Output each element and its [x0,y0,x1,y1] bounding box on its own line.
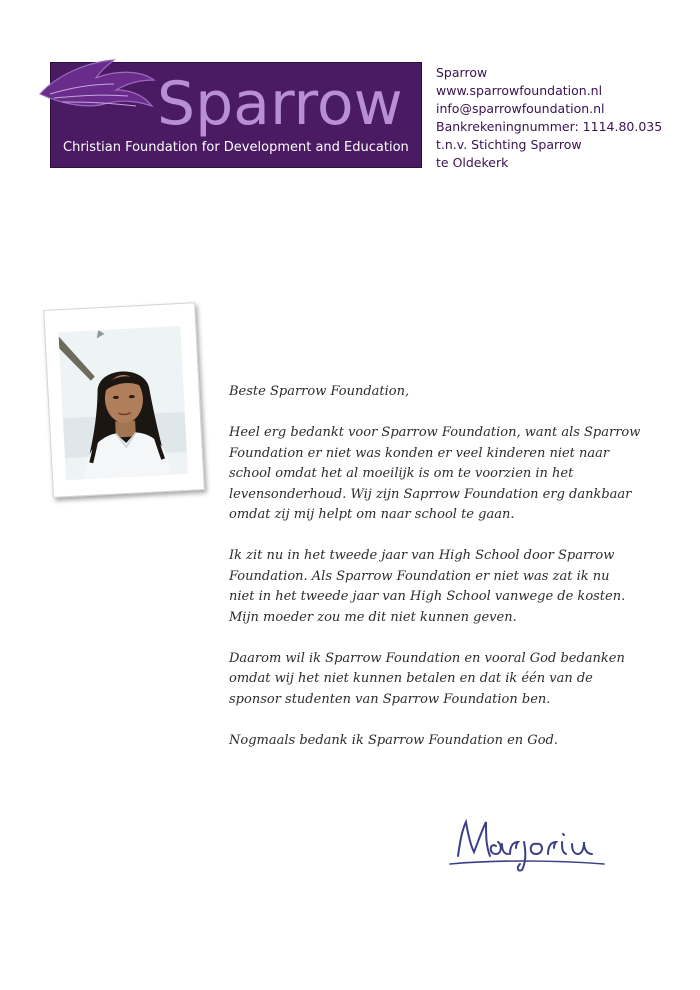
brand-tagline: Christian Foundation for Development and Education [63,140,409,155]
contact-website: www.sparrowfoundation.nl [436,83,603,98]
letter-paragraph-3 [229,649,669,711]
letter-line: Nogmaals bedank ik Sparrow Foundation en God. [229,732,558,748]
contact-account-holder: t.n.v. Stichting Sparrow [436,137,582,152]
letter-salutation: Beste Sparrow Foundation, [229,384,410,399]
contact-name: Sparrow [436,65,488,80]
letter-line: omdat zij mij helpt om naar school te gaan. [229,507,515,522]
contact-bank: Bankrekeningnummer: 1114.80.035 [436,119,663,134]
letter-line: Ik zit nu in het tweede jaar van High School door Sparrow [229,548,615,563]
letter-line: Foundation er niet was konden er veel kinderen niet naar [229,445,610,461]
letter-paragraph-1 [229,423,669,526]
sparrow-wing-logo [36,54,166,134]
letter-line: sponsor studenten van Sparrow Foundation ben. [229,691,551,707]
letter-body [229,382,669,772]
letter-line: Heel erg bedankt voor Sparrow Foundation, want als Sparrow [229,425,641,440]
contact-block [436,64,662,172]
letter-line: levensonderhoud. Wij zijn Saprrow Foundation erg dankbaar [229,486,632,502]
student-photo [58,326,188,480]
letter-line: niet in het tweede jaar van High School vanwege de kosten. [229,589,626,604]
contact-location: te Oldekerk [436,155,509,170]
photo-frame [43,302,205,498]
letter-line: omdat wij het niet kunnen betalen en dat ik één van de [229,671,593,686]
brand-name: Sparrow [157,69,403,139]
handwritten-signature [444,812,610,874]
letter-line: school omdat het al moeilijk is om te voorzien in het [229,466,574,481]
letter-line: Mijn moeder zou me dit niet kunnen geven. [229,609,517,625]
contact-email: info@sparrowfoundation.nl [436,101,605,116]
letter-line: Daarom wil ik Sparrow Foundation en vooral God bedanken [229,650,625,666]
letter-line: Foundation. Als Sparrow Foundation er niet was zat ik nu [229,568,610,584]
letter-paragraph-2 [229,546,669,628]
letter-paragraph-4 [229,731,669,752]
